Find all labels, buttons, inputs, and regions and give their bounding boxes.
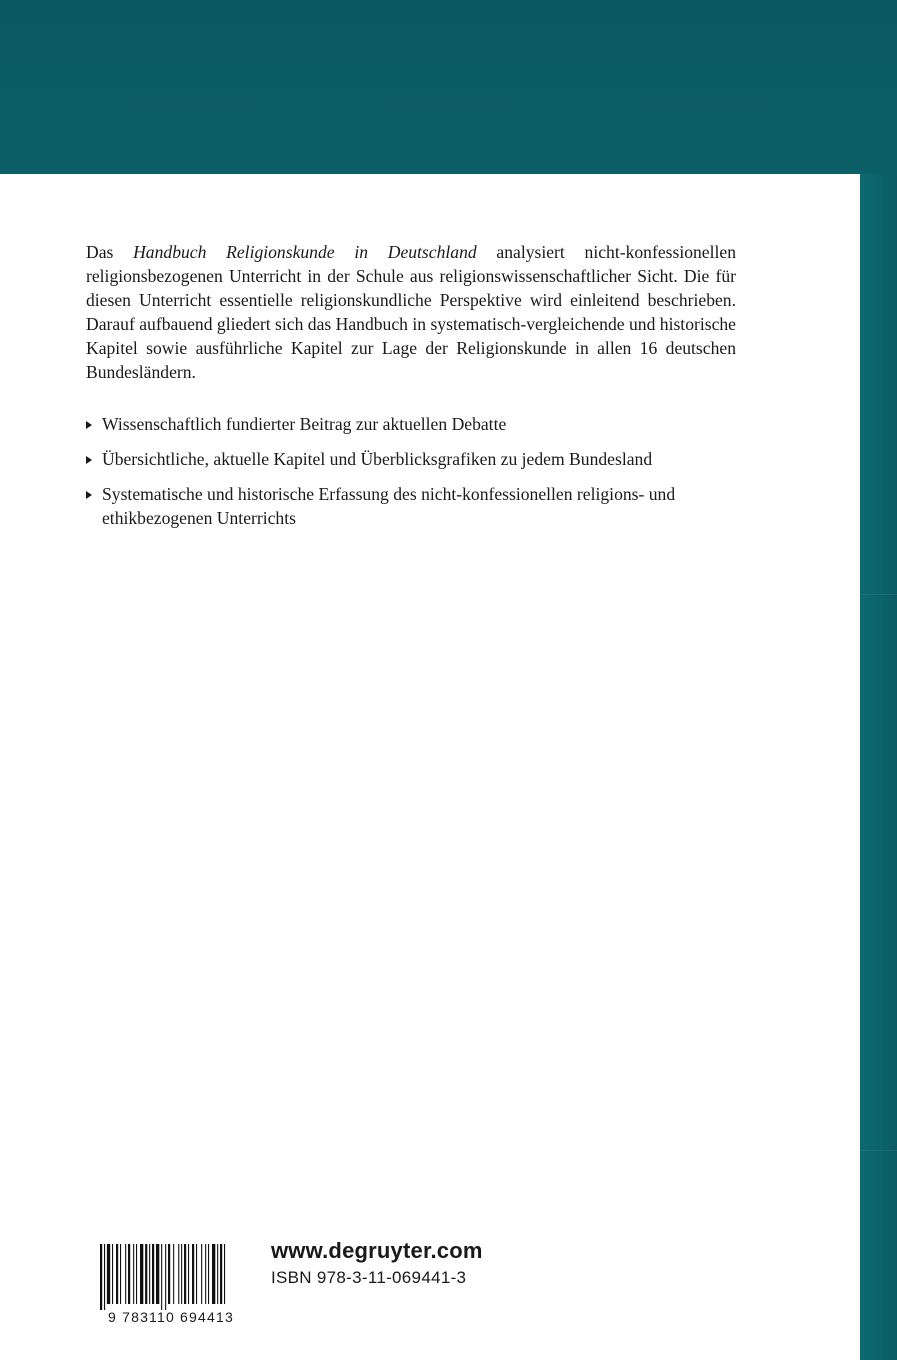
blurb-text: analysiert nicht-konfessionellen religionsbezogenen Unterricht in der Schule aus religionswissenschaftlicher Sicht. Die für diesen Unterricht essentielle religionskundliche Perspektive wird einleitend beschrieben. Darauf aufbauend gliedert sich das Handbuch in systematisch-vergleichende und historische Kapitel sowie ausführliche Kapitel zur Lage der Religionskunde in allen 16 deutschen Bundesländern.	[86, 242, 736, 382]
cover-top-band	[0, 0, 897, 174]
barcode-bar	[208, 1244, 209, 1304]
barcode-bar	[173, 1244, 174, 1304]
barcode-bar	[201, 1244, 202, 1304]
barcode-bar	[165, 1244, 166, 1310]
feature-item	[86, 447, 746, 471]
blurb-prefix: Das	[86, 242, 134, 262]
barcode-bar	[100, 1244, 102, 1310]
barcode-bar	[192, 1244, 194, 1304]
barcode-bar	[220, 1244, 222, 1304]
barcode-bar	[196, 1244, 197, 1304]
feature-list	[86, 412, 746, 541]
barcode-bar	[145, 1244, 147, 1304]
feature-item	[86, 482, 746, 530]
triangle-bullet-icon	[86, 456, 92, 464]
triangle-bullet-icon	[86, 491, 92, 499]
publisher-url: www.degruyter.com	[271, 1238, 483, 1263]
feature-item	[86, 412, 746, 436]
barcode-bar	[104, 1244, 105, 1310]
barcode-bar	[181, 1244, 182, 1304]
barcode-bar	[125, 1244, 126, 1304]
barcode-bar	[128, 1244, 130, 1304]
barcode-bar	[152, 1244, 154, 1304]
barcode-bar	[140, 1244, 143, 1304]
barcode-bar	[212, 1244, 215, 1304]
barcode-digits: 9 783110 694413	[108, 1309, 234, 1325]
barcode-bar	[205, 1244, 206, 1304]
barcode-bar	[133, 1244, 134, 1304]
barcode-bar	[112, 1244, 113, 1304]
barcode-bar	[178, 1244, 179, 1304]
blurb-paragraph	[86, 240, 736, 384]
barcode-bar	[116, 1244, 118, 1304]
barcode-bar	[224, 1244, 225, 1304]
barcode-bar	[168, 1244, 170, 1304]
barcode-bar	[188, 1244, 189, 1304]
feature-text: Systematische und historische Erfassung des nicht-konfessionellen religions- und ethikbezogenen Unterrichts	[102, 484, 676, 528]
isbn-number: ISBN 978-3-11-069441-3	[271, 1268, 467, 1287]
cover-right-band	[860, 174, 897, 1360]
barcode-bar	[156, 1244, 159, 1304]
book-title: Handbuch Religionskunde in Deutschland	[133, 242, 477, 262]
feature-text: Übersichtliche, aktuelle Kapitel und Überblicksgrafiken zu jedem Bundesland	[102, 449, 653, 469]
barcode-bar	[120, 1244, 121, 1304]
isbn-barcode	[86, 1244, 256, 1326]
feature-text: Wissenschaftlich fundierter Beitrag zur aktuellen Debatte	[102, 414, 507, 434]
barcode-bar	[107, 1244, 110, 1304]
barcode-graphic	[86, 1244, 256, 1326]
barcode-bar	[184, 1244, 186, 1304]
triangle-bullet-icon	[86, 421, 92, 429]
barcode-bar	[161, 1244, 162, 1310]
barcode-bar	[217, 1244, 218, 1304]
barcode-bar	[149, 1244, 150, 1304]
barcode-bar	[136, 1244, 137, 1304]
